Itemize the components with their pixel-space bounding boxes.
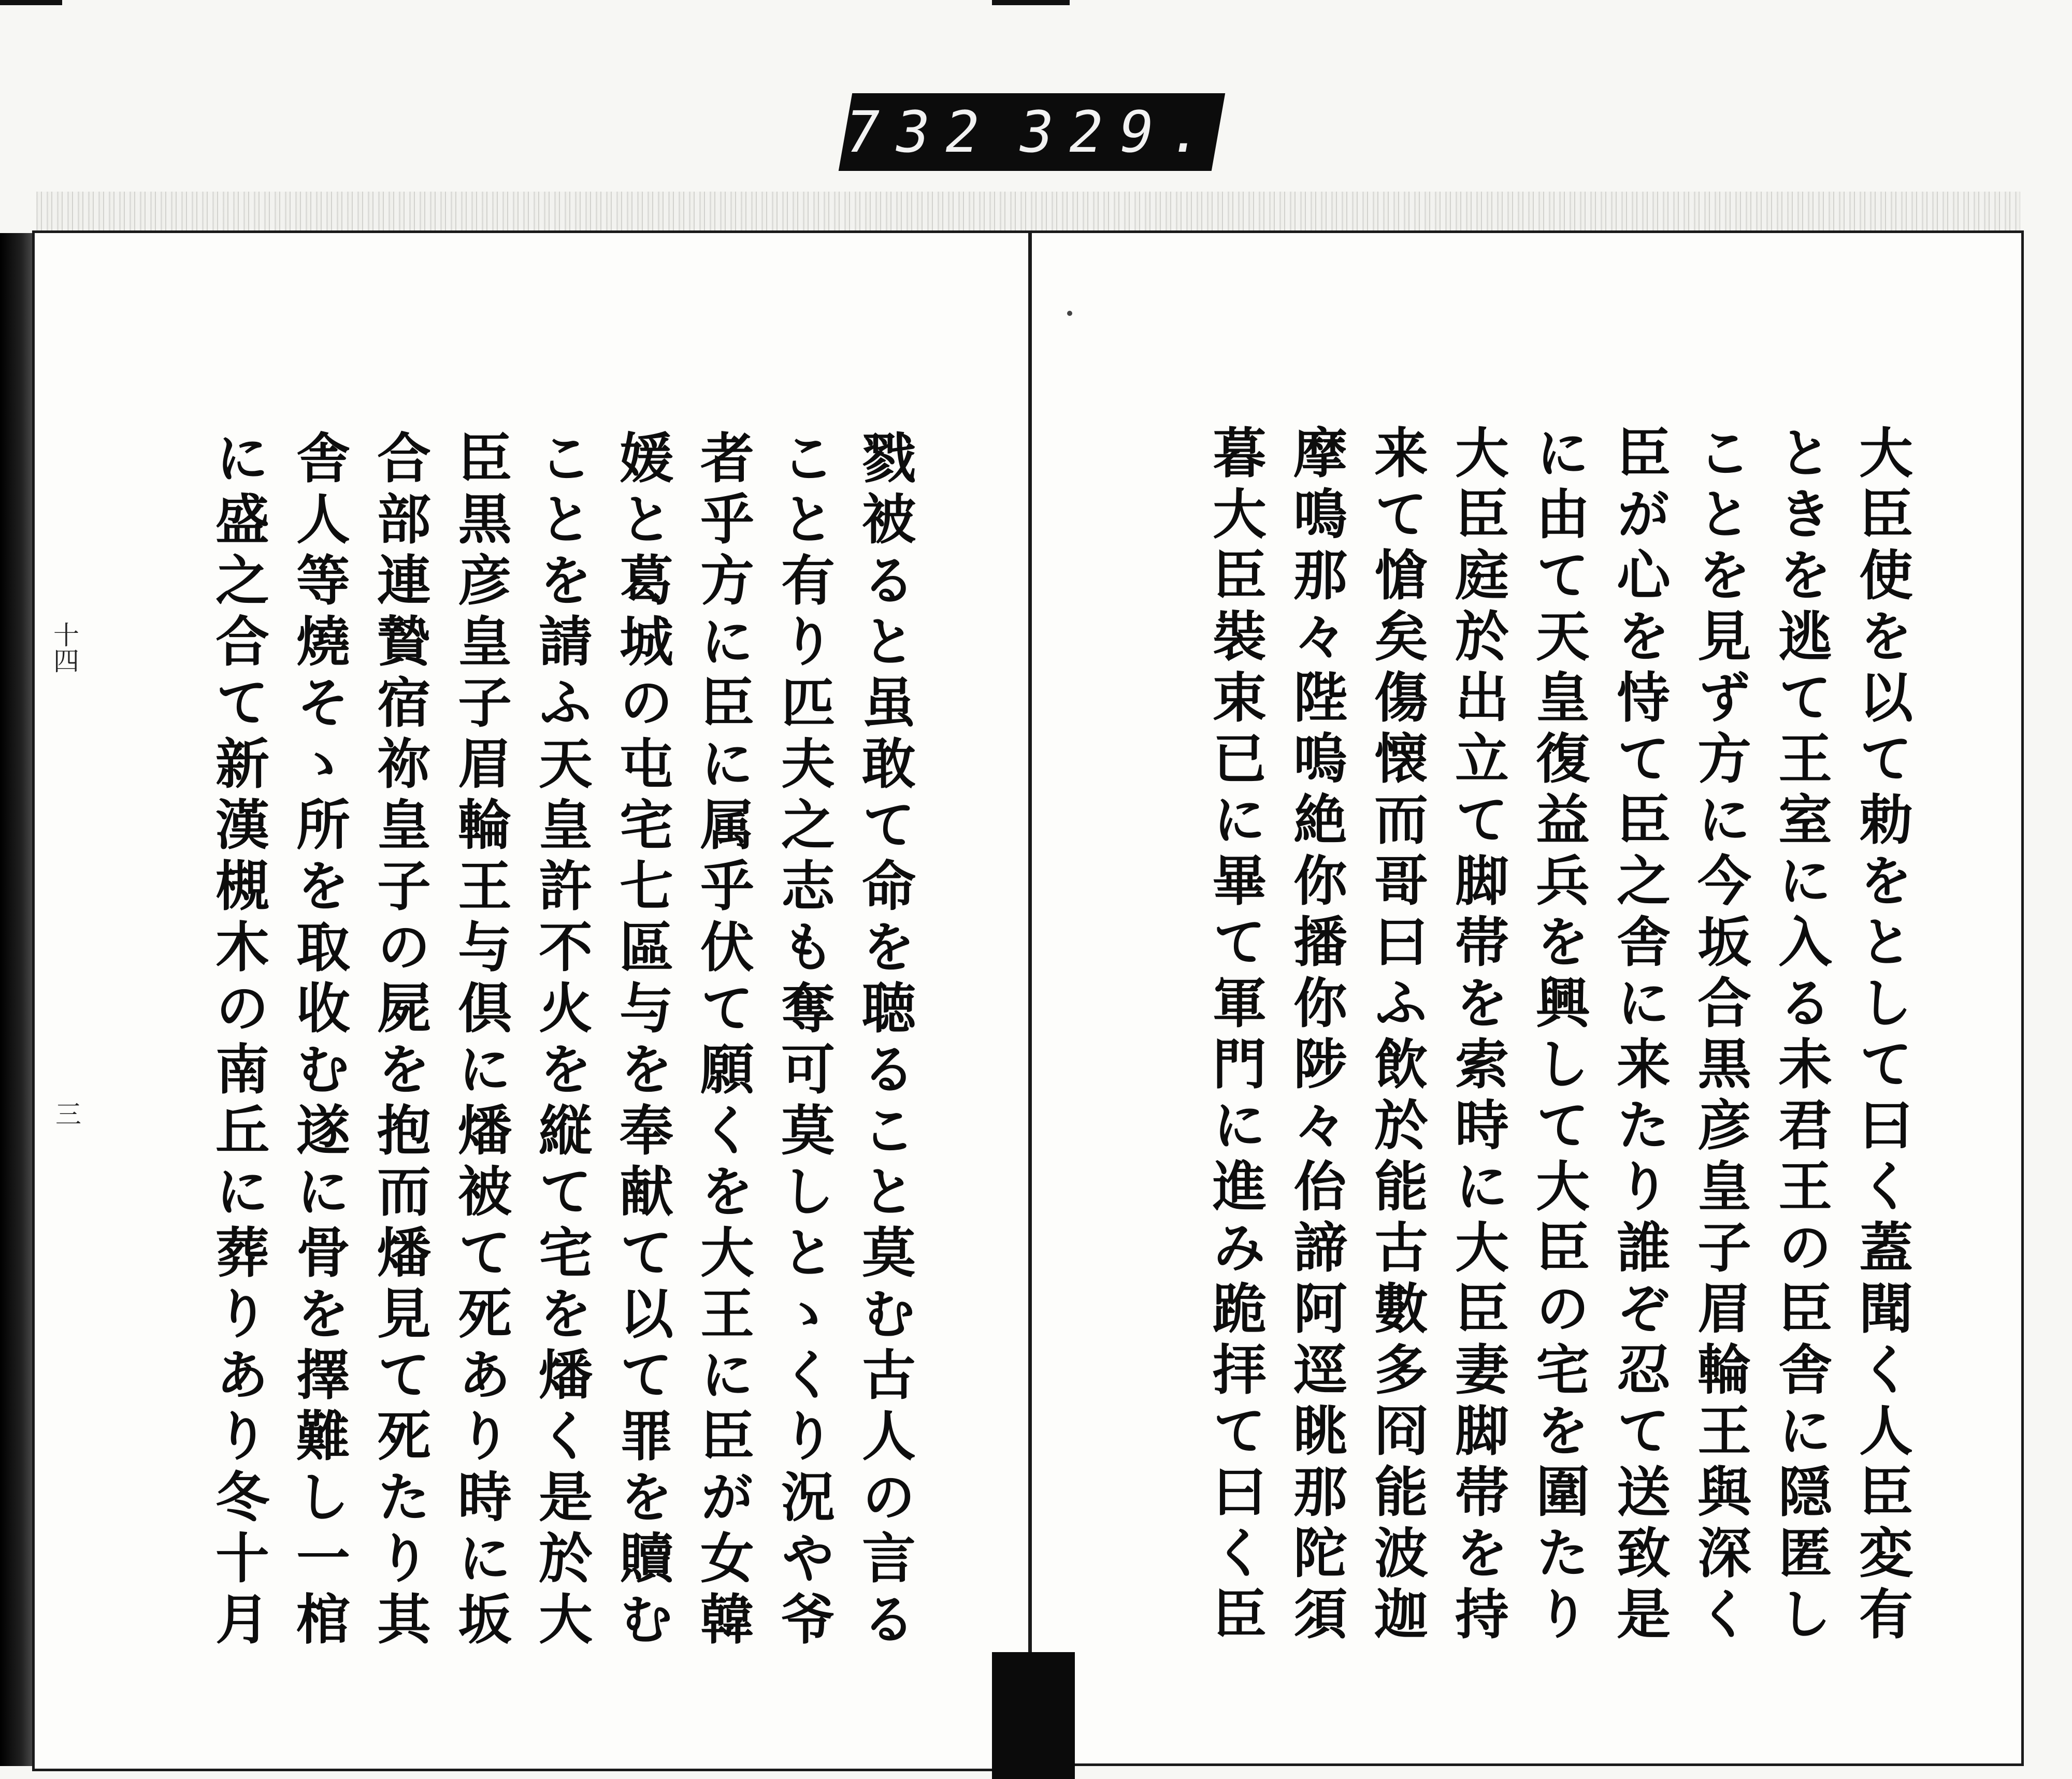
text-column: 来て愴矣傷懐而哥曰ふ飲於能古數多冏能波迦 xyxy=(1365,425,1429,1647)
text-column: こと有り匹夫之志も奪可莫しとゝくり況や爷 xyxy=(772,430,836,1652)
text-column: ときを逃て王室に入る未君王の臣舎に隠匿し xyxy=(1769,425,1833,1647)
text-column: 合部連贄宿祢皇子の屍を抱而燔見て死たり其 xyxy=(368,430,431,1652)
text-column: 暮大臣裝束已に畢て軍門に進み跪拝て曰く臣 xyxy=(1203,425,1267,1647)
text-column: に由て天皇復益兵を興して大臣の宅を圍たり xyxy=(1527,425,1590,1647)
right-page-text xyxy=(1134,425,1922,1647)
page-number-upper: 十四 xyxy=(49,621,79,673)
gutter-shadow-block xyxy=(992,1652,1075,1779)
book-edge-shadow xyxy=(0,233,36,1766)
scan-edge-mark xyxy=(992,0,1070,5)
text-column: 戮被ると虽敢て命を聴ること莫む古人の言る xyxy=(853,430,916,1652)
text-column: 舎人等燒そゝ所を取收む遂に骨を擇難し一棺 xyxy=(287,430,351,1652)
scan-noise-band xyxy=(36,192,2020,233)
scan-edge-mark xyxy=(0,0,62,5)
microfilm-frame-label xyxy=(839,93,1225,171)
text-column: 大臣使を以て勅をとして曰く蓋聞く人臣変有 xyxy=(1850,425,1913,1647)
left-page-text xyxy=(85,430,925,1652)
text-column: 摩鳴那々陛嗚絶你播你陟々佁諦阿逕眺那陀須 xyxy=(1284,425,1348,1647)
text-column: 者乎方に臣に属乎伏て願くを大王に臣が女韓 xyxy=(691,430,755,1652)
text-column: 臣黒彦皇子眉輪王与倶に燔被て死あり時に坂 xyxy=(449,430,512,1652)
page-number-lower: 三 xyxy=(51,1101,81,1126)
ink-speck xyxy=(1067,311,1072,316)
text-column: ことを請ふ天皇許不火を縦て宅を燔く是於大 xyxy=(529,430,593,1652)
text-column: ことを見ず方に今坂合黒彦皇子眉輪王與深く xyxy=(1688,425,1752,1647)
text-column: 媛と葛城の屯宅七區与を奉献て以て罪を贖む xyxy=(610,430,674,1652)
text-column: に盛之合て新漢槻木の南丘に葬りあり冬十月 xyxy=(206,430,270,1652)
frame-number-right: 329. xyxy=(1013,99,1225,165)
text-column: 大臣庭於出立て脚帯を索時に大臣妻脚帯を持 xyxy=(1446,425,1509,1647)
text-column: 臣が心を恃て臣之舎に来たり誰ぞ忍て送致是 xyxy=(1607,425,1671,1647)
frame-number-left: 732 xyxy=(839,99,1001,165)
